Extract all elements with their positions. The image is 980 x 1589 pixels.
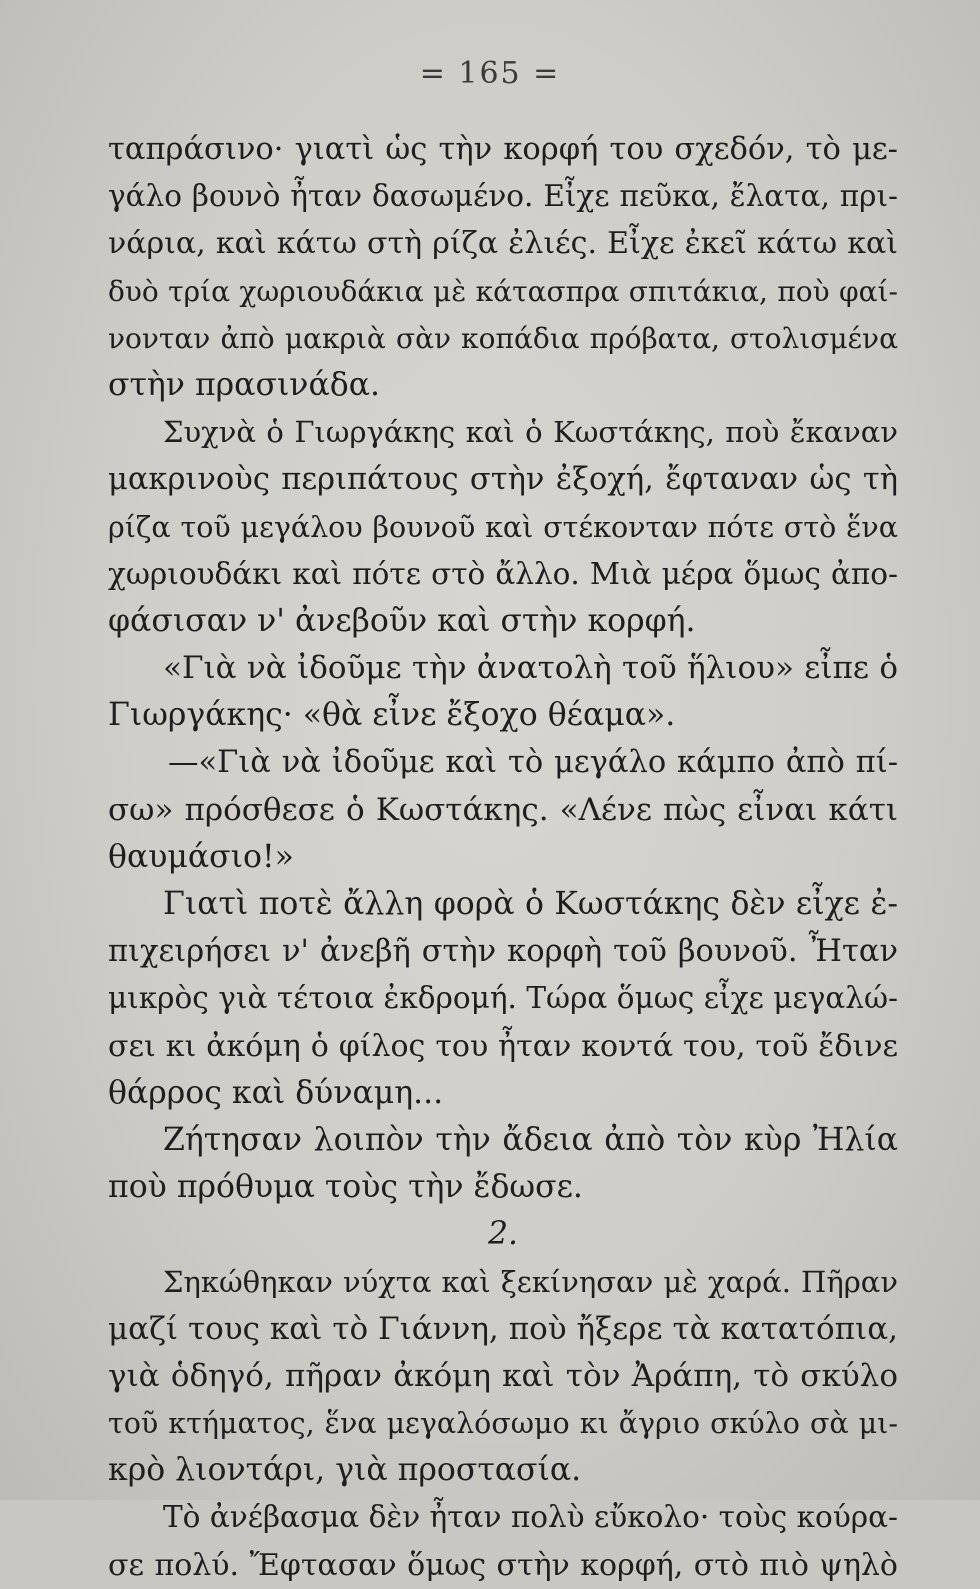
text-line: στὴν πρασινάδα. (108, 366, 380, 403)
text-line: τοῦ κτήματος, ἕνα μεγαλόσωμο κι ἄγριο σκύλο σὰ μι- (108, 1407, 898, 1441)
text-line: νάρια, καὶ κάτω στὴ ρίζα ἐλιές. Εἶχε ἐκεῖ κάτω καὶ (108, 226, 898, 262)
paragraph-start-line: Συχνὰ ὁ Γιωργάκης καὶ ὁ Κωστάκης, ποὺ ἔκαναν (163, 415, 898, 450)
text-line: χωριουδάκι καὶ πότε στὸ ἄλλο. Μιὰ μέρα ὅμως ἀπο- (108, 556, 898, 591)
section-number: 2. (487, 1216, 519, 1253)
text-line: φάσισαν ν' ἀνεβοῦν καὶ στὴν κορφή. (108, 602, 696, 639)
page-number: = 165 = (419, 56, 561, 91)
paragraph-start-line: «Γιὰ νὰ ἰδοῦμε τὴν ἀνατολὴ τοῦ ἥλιου» εἶπε ὁ (163, 650, 898, 687)
text-line: νονταν ἀπὸ μακριὰ σὰν κοπάδια πρόβατα, στολισμένα (108, 321, 898, 355)
text-line: ποὺ πρόθυμα τοὺς τὴν ἔδωσε. (108, 1169, 583, 1206)
text-line: σω» πρόσθεσε ὁ Κωστάκης. «Λένε πὼς εἶναι κάτι (108, 791, 898, 828)
text-line: μαζί τους καὶ τὸ Γιάννη, ποὺ ἤξερε τὰ κατατόπια, (108, 1310, 898, 1347)
text-line: θαυμάσιο!» (108, 838, 294, 875)
text-line: σει κι ἀκόμη ὁ φίλος του ἦταν κοντά του, τοῦ ἔδινε (108, 1028, 898, 1064)
text-line: ρίζα τοῦ μεγάλου βουνοῦ καὶ στέκονταν πότε στὸ ἕνα (108, 510, 898, 544)
text-line: ταπράσινο· γιατὶ ὡς τὴν κορφή του σχεδόν, τὸ με- (108, 132, 898, 167)
text-line: κρὸ λιοντάρι, γιὰ προστασία. (108, 1452, 582, 1489)
paragraph-start-line: —«Γιὰ νὰ ἰδοῦμε καὶ τὸ μεγάλο κάμπο ἀπὸ πί- (168, 745, 898, 781)
paragraph-start-line: Τὸ ἀνέβασμα δὲν ἦταν πολὺ εὔκολο· τοὺς κούρα- (163, 1500, 898, 1535)
paragraph-start-line: Γιατὶ ποτὲ ἄλλη φορὰ ὁ Κωστάκης δὲν εἶχε ἐ- (163, 886, 898, 922)
text-line: θάρρος καὶ δύναμη... (108, 1074, 444, 1111)
paragraph-start-line: Σηκώθηκαν νύχτα καὶ ξεκίνησαν μὲ χαρά. Πῆραν (163, 1264, 898, 1299)
text-line: Γιωργάκης· «θὰ εἶνε ἔξοχο θέαμα». (108, 697, 676, 734)
text-line: δυὸ τρία χωριουδάκια μὲ κάτασπρα σπιτάκια, ποὺ φαί- (108, 274, 898, 308)
text-line: γάλο βουνὸ ἦταν δασωμένο. Εἶχε πεῦκα, ἔλατα, πρι- (108, 179, 898, 214)
paragraph-start-line: Ζήτησαν λοιπὸν τὴν ἄδεια ἀπὸ τὸν κὺρ Ἠλία (163, 1121, 898, 1158)
text-line: πιχειρήσει ν' ἀνεβῆ στὴν κορφὴ τοῦ βουνοῦ. Ἦταν (108, 934, 898, 970)
text-line: σε πολύ. Ἔφτασαν ὅμως στὴν κορφή, στὸ πιὸ ψηλὸ (108, 1547, 898, 1583)
page-text (108, 126, 898, 1589)
text-line: γιὰ ὁδηγό, πῆραν ἀκόμη καὶ τὸν Ἀράπη, τὸ σκύλο (108, 1357, 898, 1394)
text-line: μακρινοὺς περιπάτους στὴν ἐξοχή, ἔφταναν ὡς τὴ (108, 462, 898, 498)
text-line: μικρὸς γιὰ τέτοια ἐκδρομή. Τώρα ὅμως εἶχε μεγαλώ- (108, 981, 898, 1016)
